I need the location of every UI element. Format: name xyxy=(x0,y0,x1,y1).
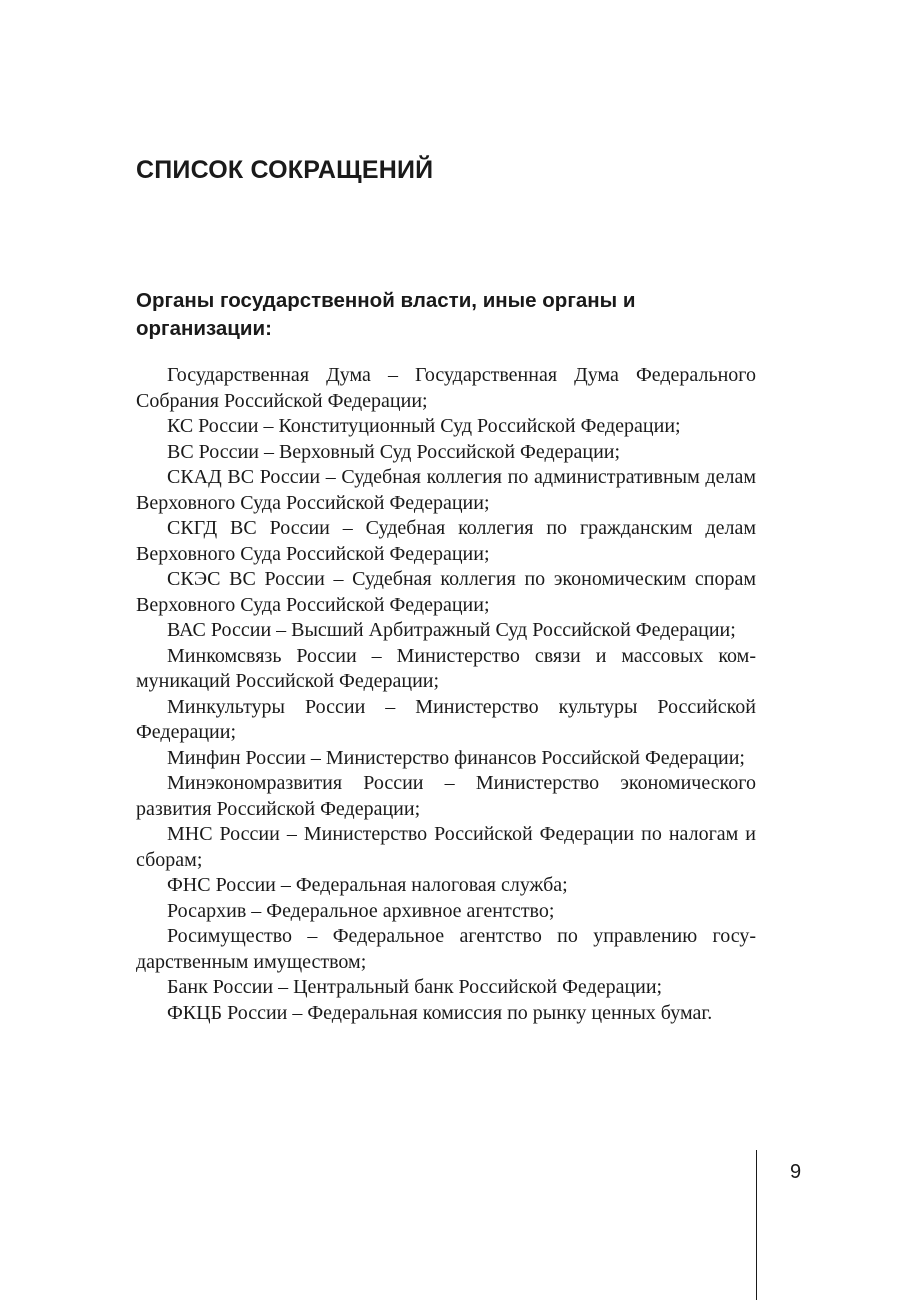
abbreviation-list xyxy=(136,363,756,1026)
abbreviation-entry: ВС России – Верховный Суд Российской Федерации; xyxy=(167,440,621,463)
abbreviation-entry: Минфин России – Министерство финансов Российской Федерации; xyxy=(167,746,745,769)
abbreviation-entry: СКАД ВС России – Судебная коллегия по административным делам Верховного Суда Российской Федерации; xyxy=(136,466,756,514)
abbreviation-entry: Минэкономразвития России – Министерство экономического развития Российской Федерации; xyxy=(136,772,756,820)
abbreviation-entry: МНС России – Министерство Российской Федерации по налогам и сборам; xyxy=(136,823,756,871)
page-title: СПИСОК СОКРАЩЕНИЙ xyxy=(136,156,434,184)
abbreviation-entry: ФКЦБ России – Федеральная комиссия по рынку ценных бумаг. xyxy=(167,1001,713,1024)
section-heading: Органы государственной власти, иные органы и организации: xyxy=(136,289,636,340)
abbreviation-entry: ВАС России – Высший Арбитражный Суд Российской Федерации; xyxy=(167,619,736,641)
abbreviation-entry: Росимущество – Федеральное агентство по управлению государственным имуществом; xyxy=(136,925,756,973)
abbreviation-entry: Минкультуры России – Министерство культуры Российской Федерации; xyxy=(136,695,756,743)
folio-divider xyxy=(756,1150,757,1300)
abbreviation-entry: СКЭС ВС России – Судебная коллегия по экономическим спорам Верховного Суда Российской Федерации; xyxy=(136,568,756,616)
abbreviation-entry: Минкомсвязь России – Министерство связи и массовых коммуникаций Российской Федерации; xyxy=(136,644,756,692)
abbreviation-entry: ФНС России – Федеральная налоговая служба; xyxy=(167,874,568,896)
abbreviation-entry: Банк России – Центральный банк Российской Федерации; xyxy=(167,976,663,998)
page-number: 9 xyxy=(790,1161,802,1183)
abbreviation-entry: СКГД ВС России – Судебная коллегия по гражданским делам Верховного Суда Российской Федерации; xyxy=(136,517,756,565)
abbreviation-entry: Росархив – Федеральное архивное агентство; xyxy=(167,899,555,922)
abbreviation-entry: КС России – Конституционный Суд Российской Федерации; xyxy=(167,415,681,437)
abbreviation-entry: Государственная Дума – Государственная Дума Федерального Собрания Российской Федерации; xyxy=(136,364,756,412)
